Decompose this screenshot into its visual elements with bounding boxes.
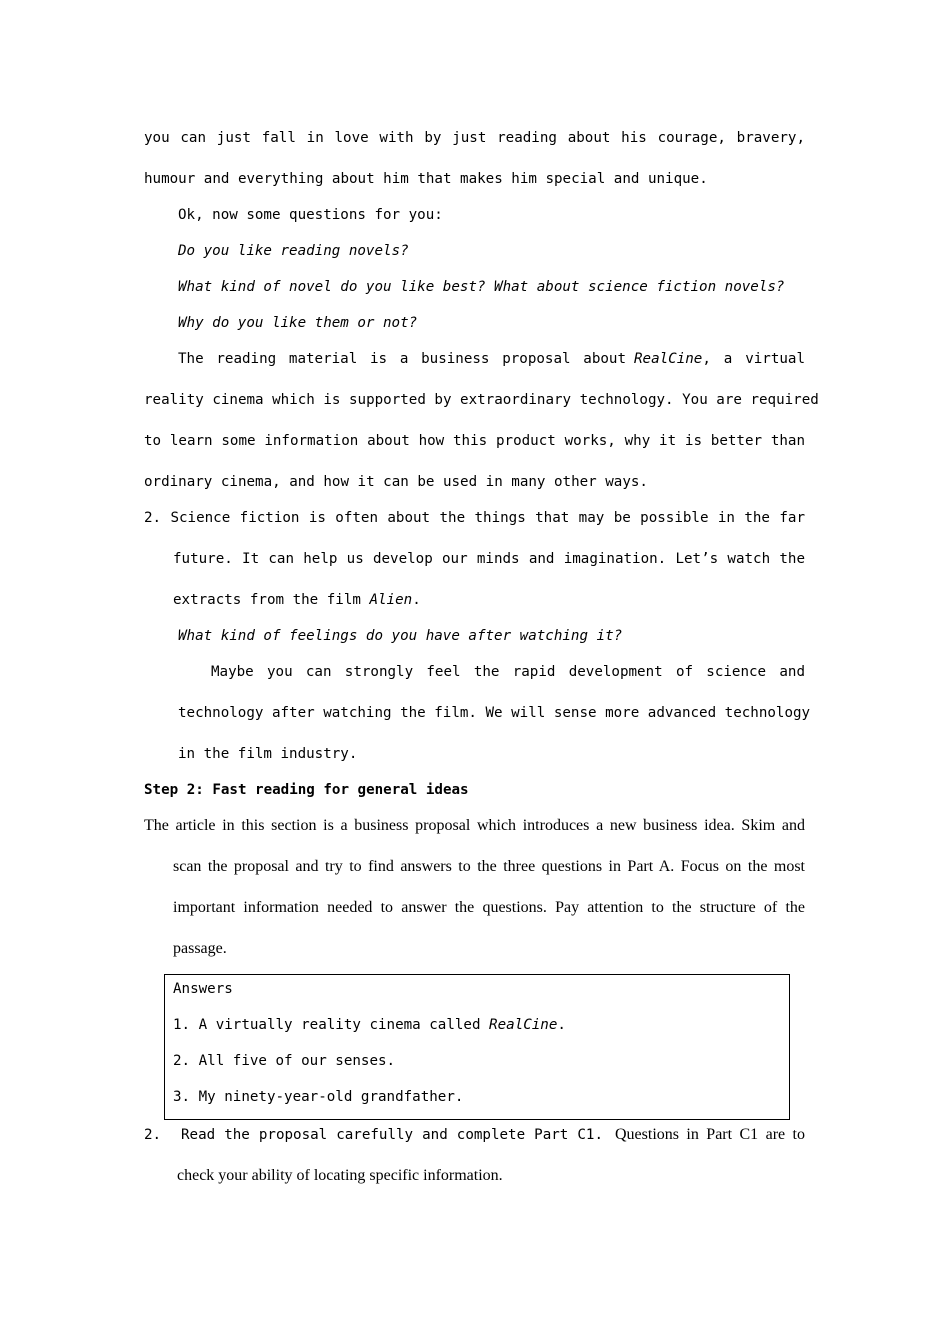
item2-line-3 xyxy=(173,590,421,610)
answer-3: 3. My ninety-year-old grandfather. xyxy=(173,1089,464,1105)
answer-2: 2. All five of our senses. xyxy=(173,1053,396,1069)
item2-line-3-post: . xyxy=(412,592,421,608)
questions-lead: Ok, now some questions for you: xyxy=(178,207,443,223)
step2-line-3: important information needed to answer the questions. Pay attention to the structure of the xyxy=(173,899,805,916)
answers-title: Answers xyxy=(173,981,233,997)
step2-line-1: The article in this section is a business proposal which introduces a new business idea. Skim and xyxy=(144,817,805,834)
product-name: RealCine xyxy=(634,351,703,367)
intro-line-2: humour and everything about him that makes him special and unique. xyxy=(144,171,708,187)
answer-1-pre: 1. A virtually reality cinema called xyxy=(173,1017,490,1033)
item2-answer-3: in the film industry. xyxy=(178,746,358,762)
reading-line-4: ordinary cinema, and how it can be used in many other ways. xyxy=(144,474,648,490)
intro-line-1: you can just fall in love with by just reading about his courage, bravery, xyxy=(144,130,805,146)
item2b-line-2: check your ability of locating specific information. xyxy=(177,1167,503,1184)
item2b-number: 2. xyxy=(144,1127,162,1143)
item2-answer-2: technology after watching the film. We will sense more advanced technology xyxy=(178,705,811,721)
reading-line-3: to learn some information about how this product works, why it is better than xyxy=(144,433,805,449)
question-3: Why do you like them or not? xyxy=(178,315,418,331)
reading-line-2: reality cinema which is supported by extraordinary technology. You are required xyxy=(144,392,819,408)
reading-line-1-rest: , a virtual xyxy=(702,351,805,367)
answer-1 xyxy=(173,1015,566,1035)
step2-line-2: scan the proposal and try to find answers to the three questions in Part A. Focus on the most xyxy=(173,858,805,875)
item2b-serif-part: Questions in Part C1 are to xyxy=(615,1126,805,1143)
answer-1-em: RealCine xyxy=(489,1017,558,1033)
item2-answer-1: Maybe you can strongly feel the rapid development of science and xyxy=(211,664,805,680)
answer-1-post: . xyxy=(557,1017,566,1033)
reading-line-1-tail xyxy=(626,349,805,369)
question-1: Do you like reading novels? xyxy=(178,243,409,259)
step2-heading: Step 2: Fast reading for general ideas xyxy=(144,782,469,798)
question-2: What kind of novel do you like best? What about science fiction novels? xyxy=(178,279,785,295)
film-title: Alien xyxy=(369,592,413,608)
item2-question: What kind of feelings do you have after watching it? xyxy=(178,628,623,644)
item2-line-1: 2. Science fiction is often about the things that may be possible in the far xyxy=(144,510,805,526)
item2b-line-1 xyxy=(144,1125,805,1145)
step2-line-4: passage. xyxy=(173,940,227,957)
item2-line-3-pre: extracts from the film xyxy=(173,592,370,608)
item2-line-2: future. It can help us develop our minds and imagination. Let’s watch the xyxy=(173,551,805,567)
item2b-mono-part: Read the proposal carefully and complete Part C1. xyxy=(181,1127,603,1143)
reading-line-1 xyxy=(178,349,805,369)
reading-line-1-pre: The reading material is a business proposal about xyxy=(178,351,626,367)
